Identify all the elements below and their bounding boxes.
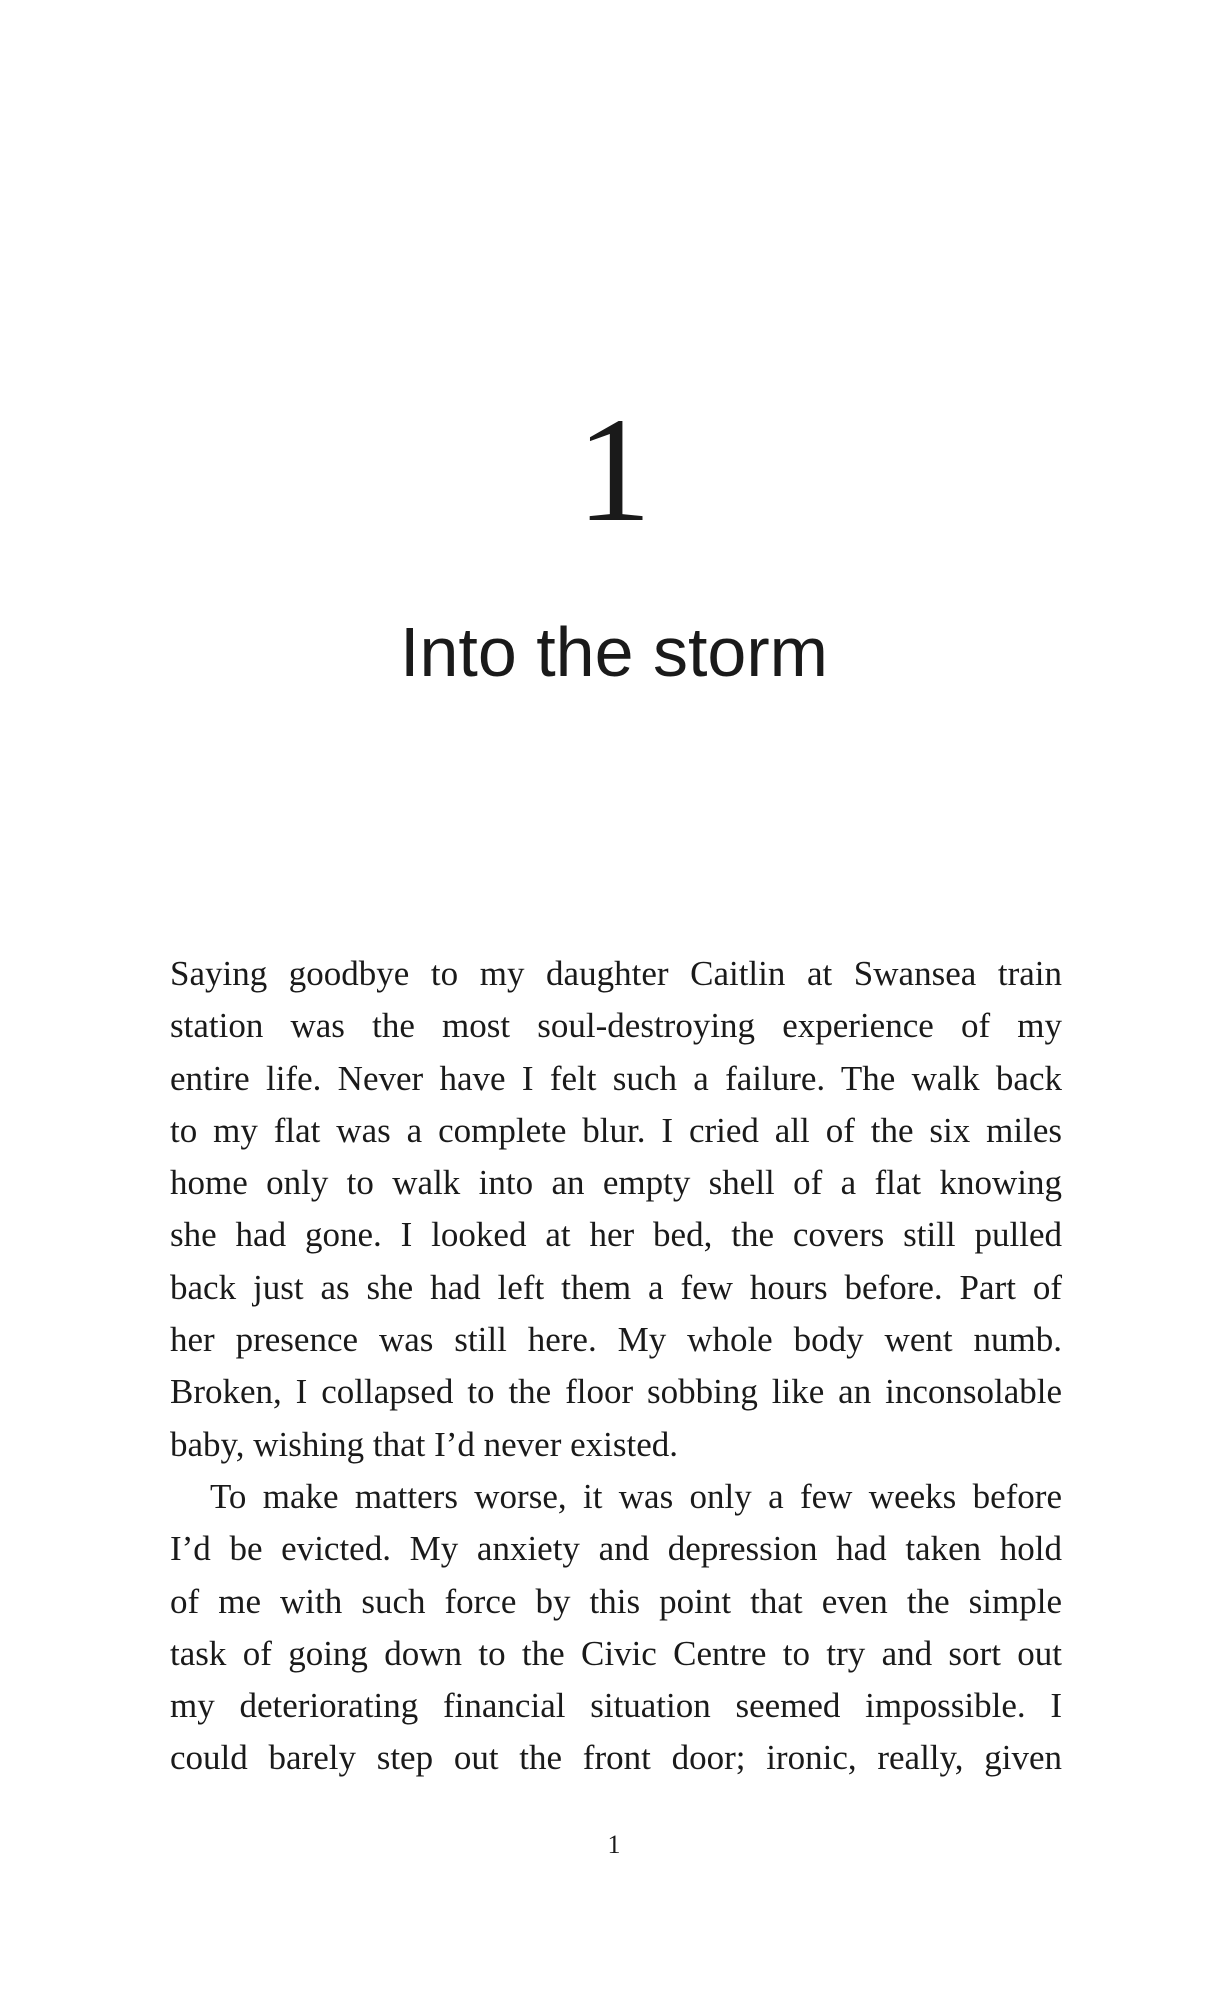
text-line: Saying goodbye to my daughter Caitlin at Swansea train [170, 954, 1062, 993]
text-line: home only to walk into an empty shell of a flat knowing [170, 1163, 1062, 1203]
text-line: to my flat was a complete blur. I cried all of the six miles [170, 1110, 1062, 1150]
text-line: To make matters worse, it was only a few weeks before [210, 1476, 1062, 1516]
text-line: her presence was still here. My whole body went numb. [170, 1320, 1062, 1360]
text-line: I’d be evicted. My anxiety and depression had taken hold [170, 1529, 1062, 1569]
text-line: my deteriorating financial situation seemed impossible. I [170, 1686, 1062, 1726]
page-number: 1 [607, 1830, 621, 1859]
text-line: Broken, I collapsed to the floor sobbing like an inconsolable [170, 1372, 1062, 1412]
text-line: station was the most soul-destroying experience of my [170, 1006, 1062, 1046]
chapter-number: 1 [576, 387, 652, 553]
text-line: she had gone. I looked at her bed, the covers still pulled [170, 1215, 1062, 1255]
paragraph-1 [170, 948, 1062, 1471]
chapter-title: Into the storm [400, 613, 828, 691]
text-line: entire life. Never have I felt such a failure. The walk back [170, 1058, 1062, 1098]
text-line: of me with such force by this point that even the simple [170, 1581, 1062, 1621]
text-line: task of going down to the Civic Centre to try and sort out [170, 1633, 1062, 1673]
text-line: back just as she had left them a few hours before. Part of [170, 1267, 1062, 1307]
text-line: could barely step out the front door; ironic, really, given [170, 1738, 1062, 1778]
text-line: baby, wishing that I’d never existed. [170, 1424, 679, 1464]
paragraph-2 [170, 1471, 1062, 1785]
chapter-body [170, 948, 1062, 1785]
